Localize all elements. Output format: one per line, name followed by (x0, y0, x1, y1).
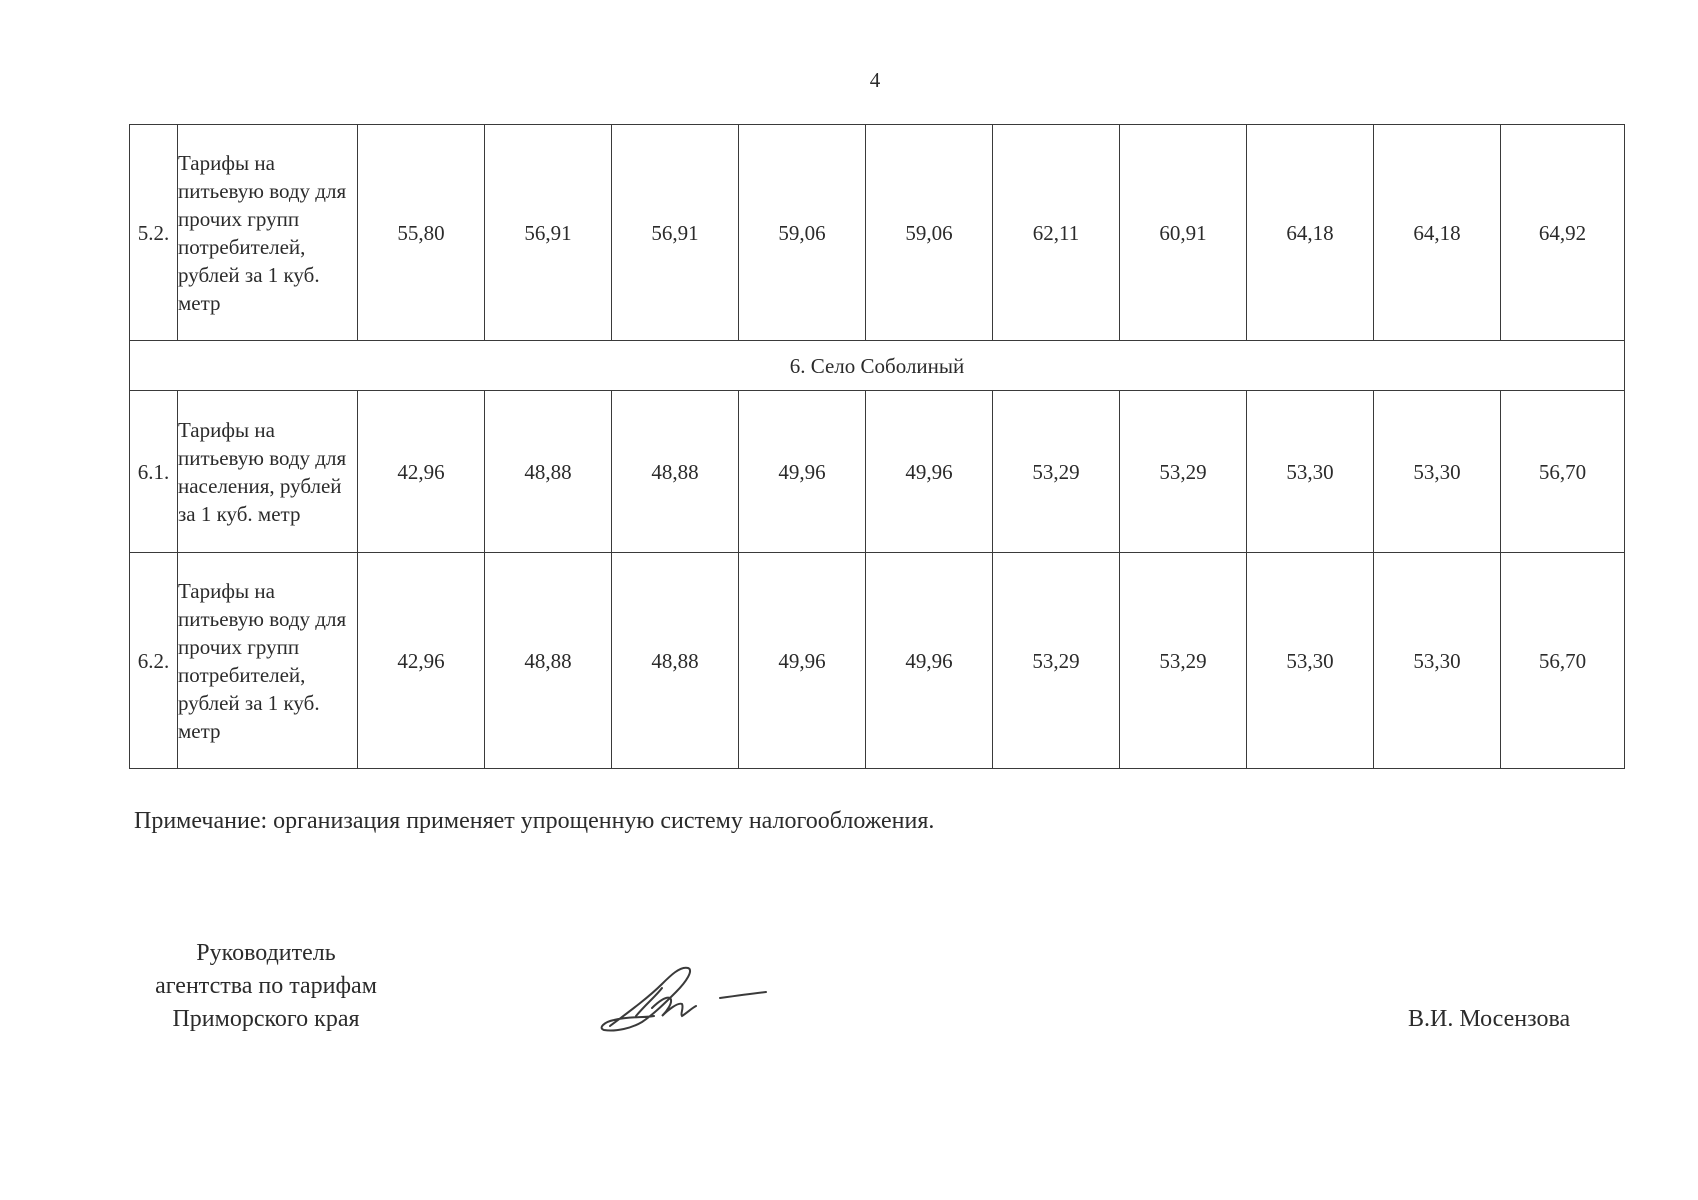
table-row (130, 125, 1625, 341)
tariff-value: 53,30 (1374, 553, 1501, 769)
section-title: 6. Село Соболиный (130, 341, 1625, 391)
tariff-value: 53,29 (993, 391, 1120, 553)
tariff-value: 64,18 (1374, 125, 1501, 341)
tariff-value: 49,96 (739, 391, 866, 553)
tariff-value: 48,88 (485, 391, 612, 553)
tariff-value: 60,91 (1120, 125, 1247, 341)
tariff-value: 53,30 (1247, 391, 1374, 553)
tariff-value: 49,96 (866, 391, 993, 553)
tariff-value: 53,30 (1374, 391, 1501, 553)
tariff-value: 56,91 (612, 125, 739, 341)
signatory-title-line: Руководитель (196, 940, 336, 966)
tariff-value: 56,70 (1501, 391, 1625, 553)
tariff-value: 64,92 (1501, 125, 1625, 341)
signatory-title (132, 937, 400, 1036)
tariff-value: 48,88 (612, 391, 739, 553)
row-description: Тарифы на питьевую воду для прочих групп потребителей, рублей за 1 куб. метр (178, 125, 358, 341)
row-number: 6.1. (130, 391, 178, 553)
row-description: Тарифы на питьевую воду для прочих групп потребителей, рублей за 1 куб. метр (178, 553, 358, 769)
tariff-value: 59,06 (739, 125, 866, 341)
tariff-value: 42,96 (358, 391, 485, 553)
tariff-value: 53,29 (1120, 391, 1247, 553)
tariff-value: 48,88 (612, 553, 739, 769)
tariff-value: 62,11 (993, 125, 1120, 341)
page-number: 4 (869, 68, 881, 92)
section-row (130, 341, 1625, 391)
tax-note: Примечание: организация применяет упрощенную систему налогообложения. (134, 808, 935, 834)
tariff-value: 56,91 (485, 125, 612, 341)
tariff-value: 49,96 (866, 553, 993, 769)
handwritten-signature (596, 958, 786, 1038)
tariff-value: 53,29 (993, 553, 1120, 769)
tariff-value: 53,29 (1120, 553, 1247, 769)
table-row (130, 553, 1625, 769)
tariff-table (129, 124, 1625, 769)
tariff-value: 55,80 (358, 125, 485, 341)
table-row (130, 391, 1625, 553)
tariff-value: 49,96 (739, 553, 866, 769)
row-number: 5.2. (130, 125, 178, 341)
signer-name: В.И. Мосензова (1408, 1006, 1571, 1032)
tariff-value: 59,06 (866, 125, 993, 341)
tariff-value: 64,18 (1247, 125, 1374, 341)
tariff-value: 53,30 (1247, 553, 1374, 769)
signatory-title-line: агентства по тарифам (155, 973, 377, 999)
tariff-value: 42,96 (358, 553, 485, 769)
tariff-value: 56,70 (1501, 553, 1625, 769)
signatory-title-line: Приморского края (172, 1006, 360, 1032)
row-description: Тарифы на питьевую воду для населения, рублей за 1 куб. метр (178, 391, 358, 553)
tariff-value: 48,88 (485, 553, 612, 769)
row-number: 6.2. (130, 553, 178, 769)
